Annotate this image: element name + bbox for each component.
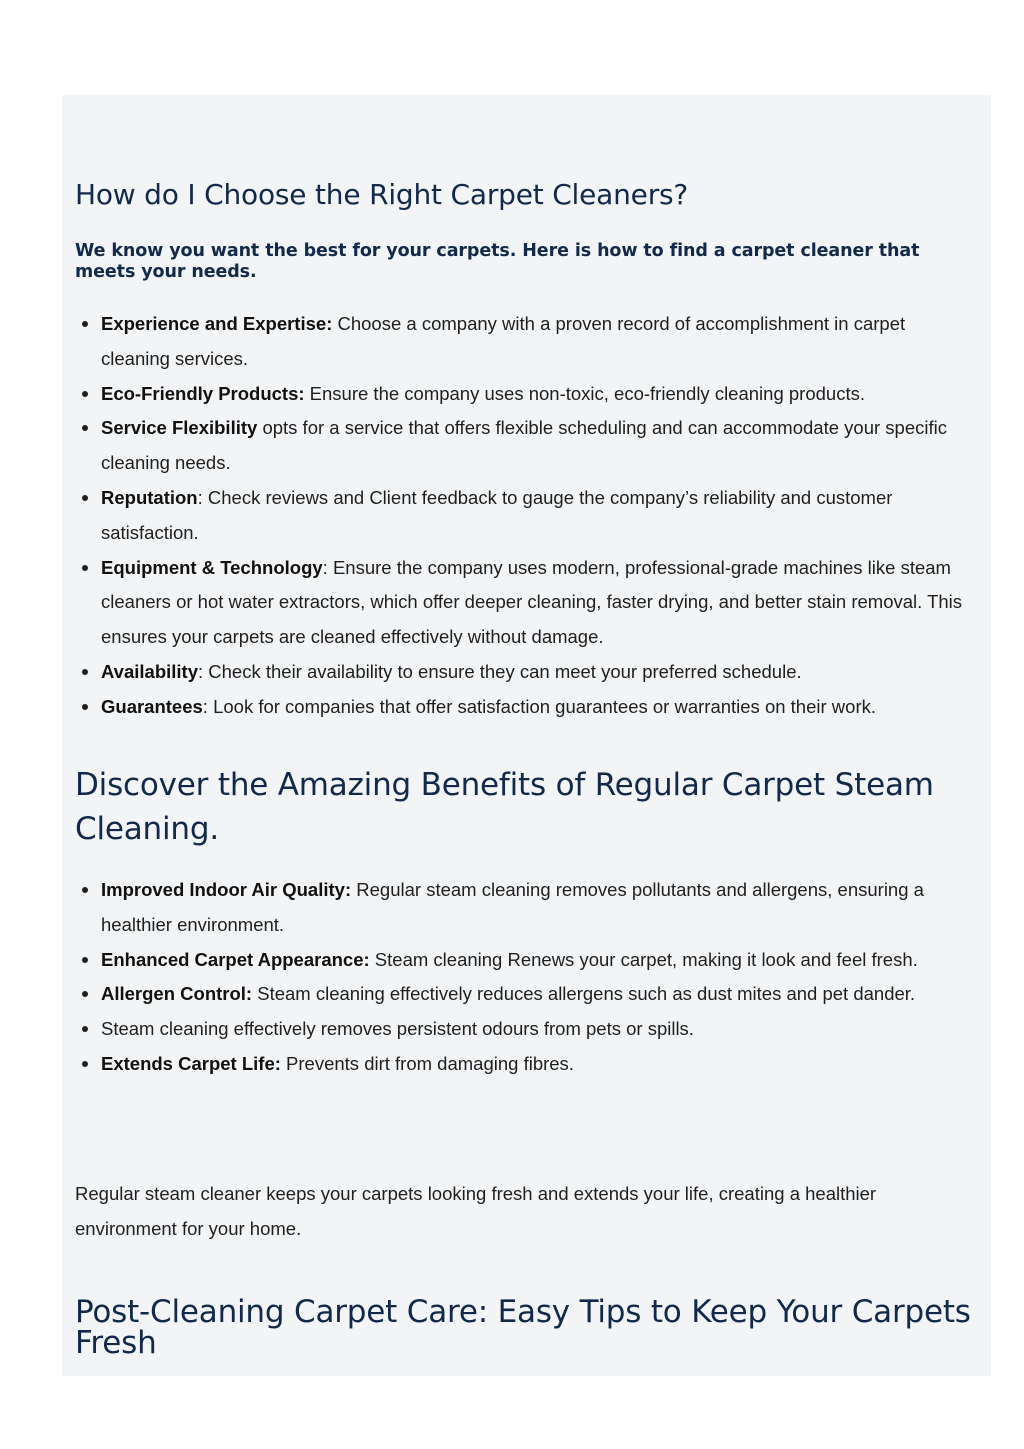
list-item — [101, 481, 978, 551]
list-item-label: Eco-Friendly Products: — [101, 382, 305, 404]
list-item — [101, 873, 978, 943]
list-item — [101, 977, 978, 1012]
benefits-summary-paragraph: Regular steam cleaner keeps your carpets looking fresh and extends your life, creating a healthier environment for your home. — [75, 1183, 877, 1239]
list-item — [101, 307, 978, 377]
list-item-text: Regular steam cleaning removes pollutants and allergens, ensuring a healthier environment. — [101, 879, 924, 935]
list-item-text: : Ensure the company uses modern, professional-grade machines like steam cleaners or hot water extractors, which offer deeper cleaning, faster drying, and better stain removal. This ensures your carpets are cleaned effectively without damage. — [101, 556, 963, 648]
list-item-text: Choose a company with a proven record of accomplishment in carpet cleaning services. — [101, 313, 906, 369]
list-item — [101, 655, 978, 690]
list-item-text: opts for a service that offers flexible scheduling and can accommodate your specific cleaning needs. — [101, 417, 947, 474]
list-item-label: Service Flexibility — [101, 417, 258, 439]
list-item — [101, 943, 978, 978]
list-item — [101, 551, 978, 655]
list-item — [101, 690, 978, 725]
list-item-label: Enhanced Carpet Appearance: — [101, 948, 370, 970]
list-item — [101, 1047, 978, 1082]
list-item-text: : Check reviews and Client feedback to gauge the company’s reliability and customer satisfaction. — [101, 486, 893, 543]
list-item — [101, 1012, 978, 1047]
list-item-label: Guarantees — [101, 695, 203, 717]
list-item — [101, 377, 978, 412]
list-item-label: Equipment & Technology — [101, 556, 323, 578]
section-subheading: We know you want the best for your carpets. Here is how to find a carpet cleaner that meets your needs. — [75, 241, 920, 282]
list-item-text: : Look for companies that offer satisfaction guarantees or warranties on their work. — [202, 695, 876, 717]
section-heading-choose-cleaners: How do I Choose the Right Carpet Cleaners? — [75, 178, 689, 211]
list-item-label: Extends Carpet Life: — [101, 1052, 281, 1074]
list-item-text: Steam cleaning effectively removes persistent odours from pets or spills. — [101, 1018, 694, 1040]
benefits-list — [75, 873, 978, 1082]
list-item-text: Steam cleaning effectively reduces allergens such as dust mites and pet dander. — [252, 983, 916, 1005]
list-item-label: Allergen Control: — [101, 983, 253, 1005]
list-item-label: Availability — [101, 660, 198, 682]
section-heading-benefits: Discover the Amazing Benefits of Regular Carpet Steam Cleaning. — [75, 767, 934, 847]
list-item-text: Prevents dirt from damaging fibres. — [280, 1052, 574, 1074]
list-item-label: Reputation — [101, 486, 198, 508]
list-item — [101, 411, 978, 481]
list-item-text: : Check their availability to ensure they can meet your preferred schedule. — [198, 660, 802, 682]
tips-list — [75, 307, 978, 725]
content-panel — [62, 95, 991, 1376]
list-item-text: Steam cleaning Renews your carpet, making it look and feel fresh. — [369, 948, 918, 970]
list-item-label: Improved Indoor Air Quality: — [101, 879, 352, 900]
list-item-text: Ensure the company uses non-toxic, eco-friendly cleaning products. — [304, 382, 865, 404]
list-item-label: Experience and Expertise: — [101, 313, 333, 334]
section-heading-post-cleaning: Post-Cleaning Carpet Care: Easy Tips to Keep Your Carpets Fresh — [75, 1294, 971, 1361]
